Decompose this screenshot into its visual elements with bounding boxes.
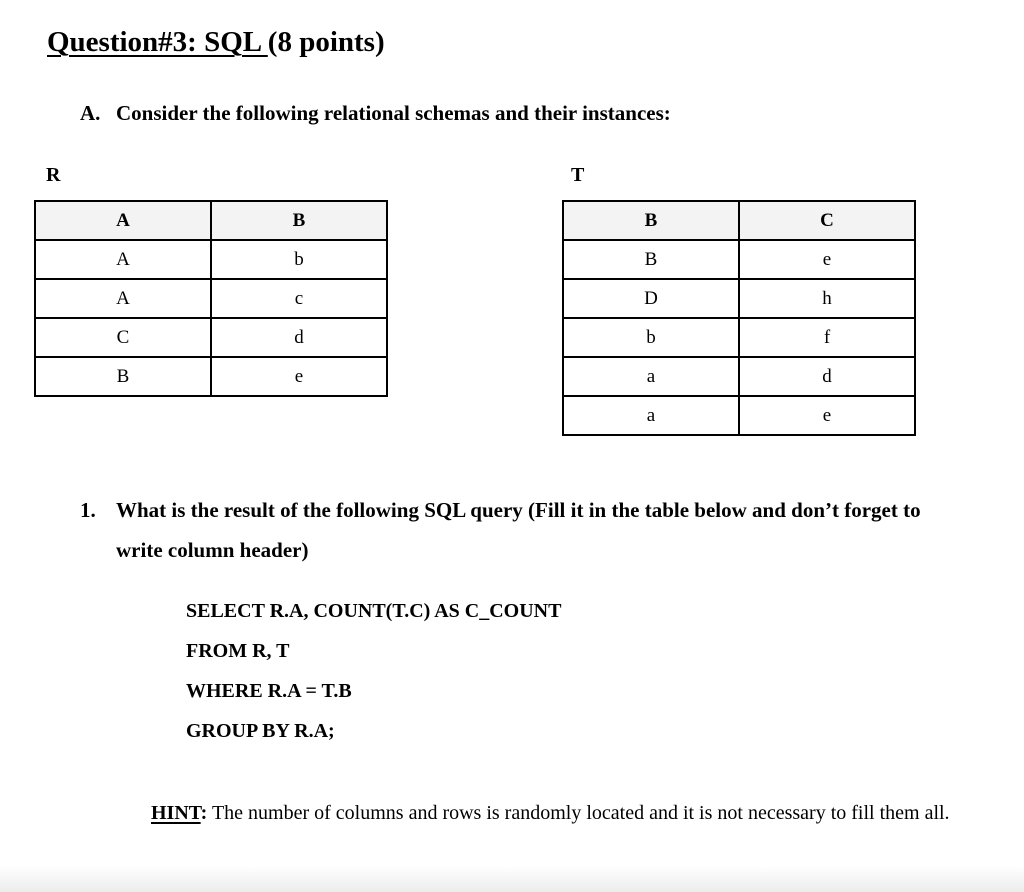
table-r-header-a: A [35,201,211,240]
sql-where-line: WHERE R.A = T.B [186,680,352,702]
table-row [563,279,915,318]
question-title [47,26,385,59]
table-cell: A [35,279,211,318]
hint-text: The number of columns and rows is randomly located and it is not necessary to fill them all. [207,802,950,824]
table-r-header-row [35,201,387,240]
table-row [35,279,387,318]
table-row [563,357,915,396]
question-1 [80,490,960,570]
table-r-label: R [46,164,61,186]
table-row [563,240,915,279]
table-cell: f [739,318,915,357]
hint-paragraph [151,793,971,834]
hint-label: HINT [151,802,201,824]
table-row [35,240,387,279]
table-t-header-row [563,201,915,240]
table-cell: d [211,318,387,357]
table-cell: h [739,279,915,318]
table-t-header-b: B [563,201,739,240]
sql-groupby-line: GROUP BY R.A; [186,720,335,742]
table-cell: b [211,240,387,279]
table-t-header-c: C [739,201,915,240]
part-a-text: Consider the following relational schemas and their instances: [116,101,671,125]
table-cell: d [739,357,915,396]
hint-colon: : [200,802,208,824]
table-t [562,200,916,436]
table-row [563,318,915,357]
table-cell: e [739,240,915,279]
table-cell: B [563,240,739,279]
table-cell: a [563,357,739,396]
table-cell: B [35,357,211,396]
question-points: (8 points) [267,26,385,58]
sql-query [186,591,561,751]
part-a-marker: A. [80,101,101,125]
table-cell: a [563,396,739,435]
table-cell: b [563,318,739,357]
table-t-label: T [571,164,585,186]
table-row [35,357,387,396]
part-a-heading [80,101,671,126]
table-r [34,200,388,397]
table-cell: A [35,240,211,279]
table-row [35,318,387,357]
table-cell: C [35,318,211,357]
page-bottom-edge [0,866,1024,892]
question-1-number: 1. [80,498,96,522]
question-1-text: What is the result of the following SQL query (Fill it in the table below and don’t forget to write column header) [116,498,921,562]
sql-select-line: SELECT R.A, COUNT(T.C) AS C_COUNT [186,600,562,622]
sql-from-line: FROM R, T [186,640,290,662]
table-row [563,396,915,435]
table-cell: e [211,357,387,396]
table-cell: e [739,396,915,435]
table-r-header-b: B [211,201,387,240]
question-title-underlined: Question#3: SQL [47,26,268,58]
table-cell: D [563,279,739,318]
table-cell: c [211,279,387,318]
